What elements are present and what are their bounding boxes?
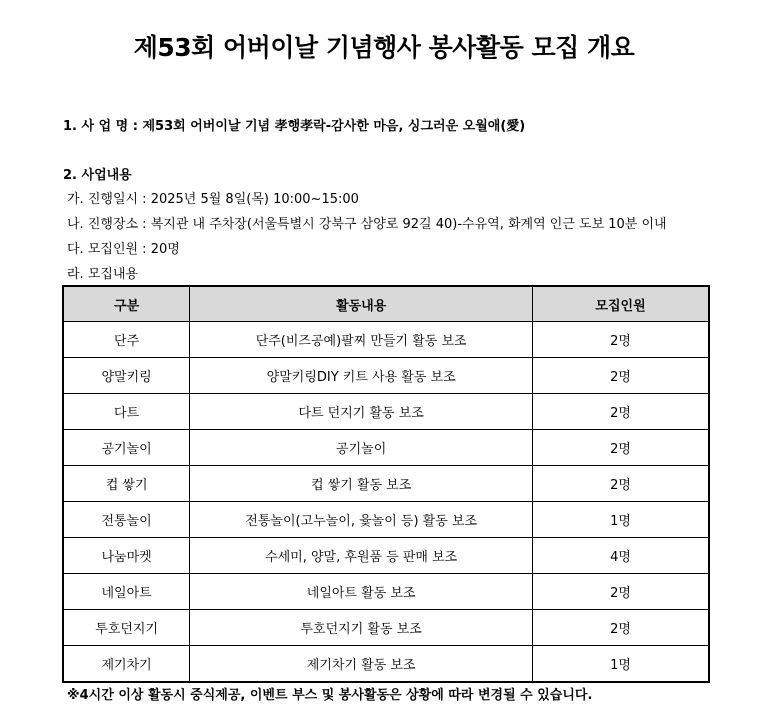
cell-category: 네일아트 [63, 574, 190, 610]
header-activity: 활동내용 [190, 286, 533, 322]
cell-category: 단주 [63, 322, 190, 358]
cell-category: 공기놀이 [63, 430, 190, 466]
cell-count: 1명 [533, 502, 709, 538]
header-category: 구분 [63, 286, 190, 322]
cell-count: 2명 [533, 466, 709, 502]
document-title: 제53회 어버이날 기념행사 봉사활동 모집 개요 [133, 33, 635, 62]
table-row [63, 646, 709, 683]
cell-category: 다트 [63, 394, 190, 430]
line-schedule: 가. 진행일시 : 2025년 5월 8일(목) 10:00~15:00 [67, 192, 359, 207]
cell-count: 2명 [533, 430, 709, 466]
table-row [63, 394, 709, 430]
cell-activity: 투호던지기 활동 보조 [190, 610, 533, 646]
cell-category: 투호던지기 [63, 610, 190, 646]
cell-activity: 제기차기 활동 보조 [190, 646, 533, 683]
cell-activity: 네일아트 활동 보조 [190, 574, 533, 610]
table-row [63, 322, 709, 358]
cell-activity: 단주(비즈공예)팔찌 만들기 활동 보조 [190, 322, 533, 358]
table-header-row [63, 286, 709, 322]
cell-count: 2명 [533, 322, 709, 358]
project-name-line: 1. 사 업 명 : 제53회 어버이날 기념 孝행孝락-감사한 마음, 싱그러운 오월애(愛) [63, 119, 526, 134]
header-count: 모집인원 [533, 286, 709, 322]
cell-category: 제기차기 [63, 646, 190, 683]
cell-count: 1명 [533, 646, 709, 683]
cell-count: 2명 [533, 610, 709, 646]
cell-category: 전통놀이 [63, 502, 190, 538]
footnote: ※4시간 이상 활동시 중식제공, 이벤트 부스 및 봉사활동은 상황에 따라 변경될 수 있습니다. [67, 688, 593, 703]
cell-category: 컵 쌓기 [63, 466, 190, 502]
table-row [63, 358, 709, 394]
cell-category: 나눔마켓 [63, 538, 190, 574]
cell-category: 양말키링 [63, 358, 190, 394]
line-location: 나. 진행장소 : 복지관 내 주차장(서울특별시 강북구 삼양로 92길 40)-수유역, 화계역 인근 도보 10분 이내 [67, 217, 667, 232]
line-recruit-count: 다. 모집인원 : 20명 [67, 242, 180, 257]
table-row [63, 430, 709, 466]
line-recruit-content: 라. 모집내용 [67, 267, 139, 282]
cell-activity: 양말키링DIY 키트 사용 활동 보조 [190, 358, 533, 394]
cell-count: 2명 [533, 574, 709, 610]
cell-count: 4명 [533, 538, 709, 574]
cell-count: 2명 [533, 394, 709, 430]
cell-activity: 컵 쌓기 활동 보조 [190, 466, 533, 502]
table-row [63, 466, 709, 502]
cell-activity: 공기놀이 [190, 430, 533, 466]
table-row [63, 610, 709, 646]
cell-count: 2명 [533, 358, 709, 394]
cell-activity: 수세미, 양말, 후원품 등 판매 보조 [190, 538, 533, 574]
table-row [63, 574, 709, 610]
recruitment-table [62, 285, 710, 683]
table-row [63, 502, 709, 538]
cell-activity: 전통놀이(고누놀이, 윷놀이 등) 활동 보조 [190, 502, 533, 538]
cell-activity: 다트 던지기 활동 보조 [190, 394, 533, 430]
section-heading-project-content: 2. 사업내용 [63, 168, 132, 183]
table-row [63, 538, 709, 574]
